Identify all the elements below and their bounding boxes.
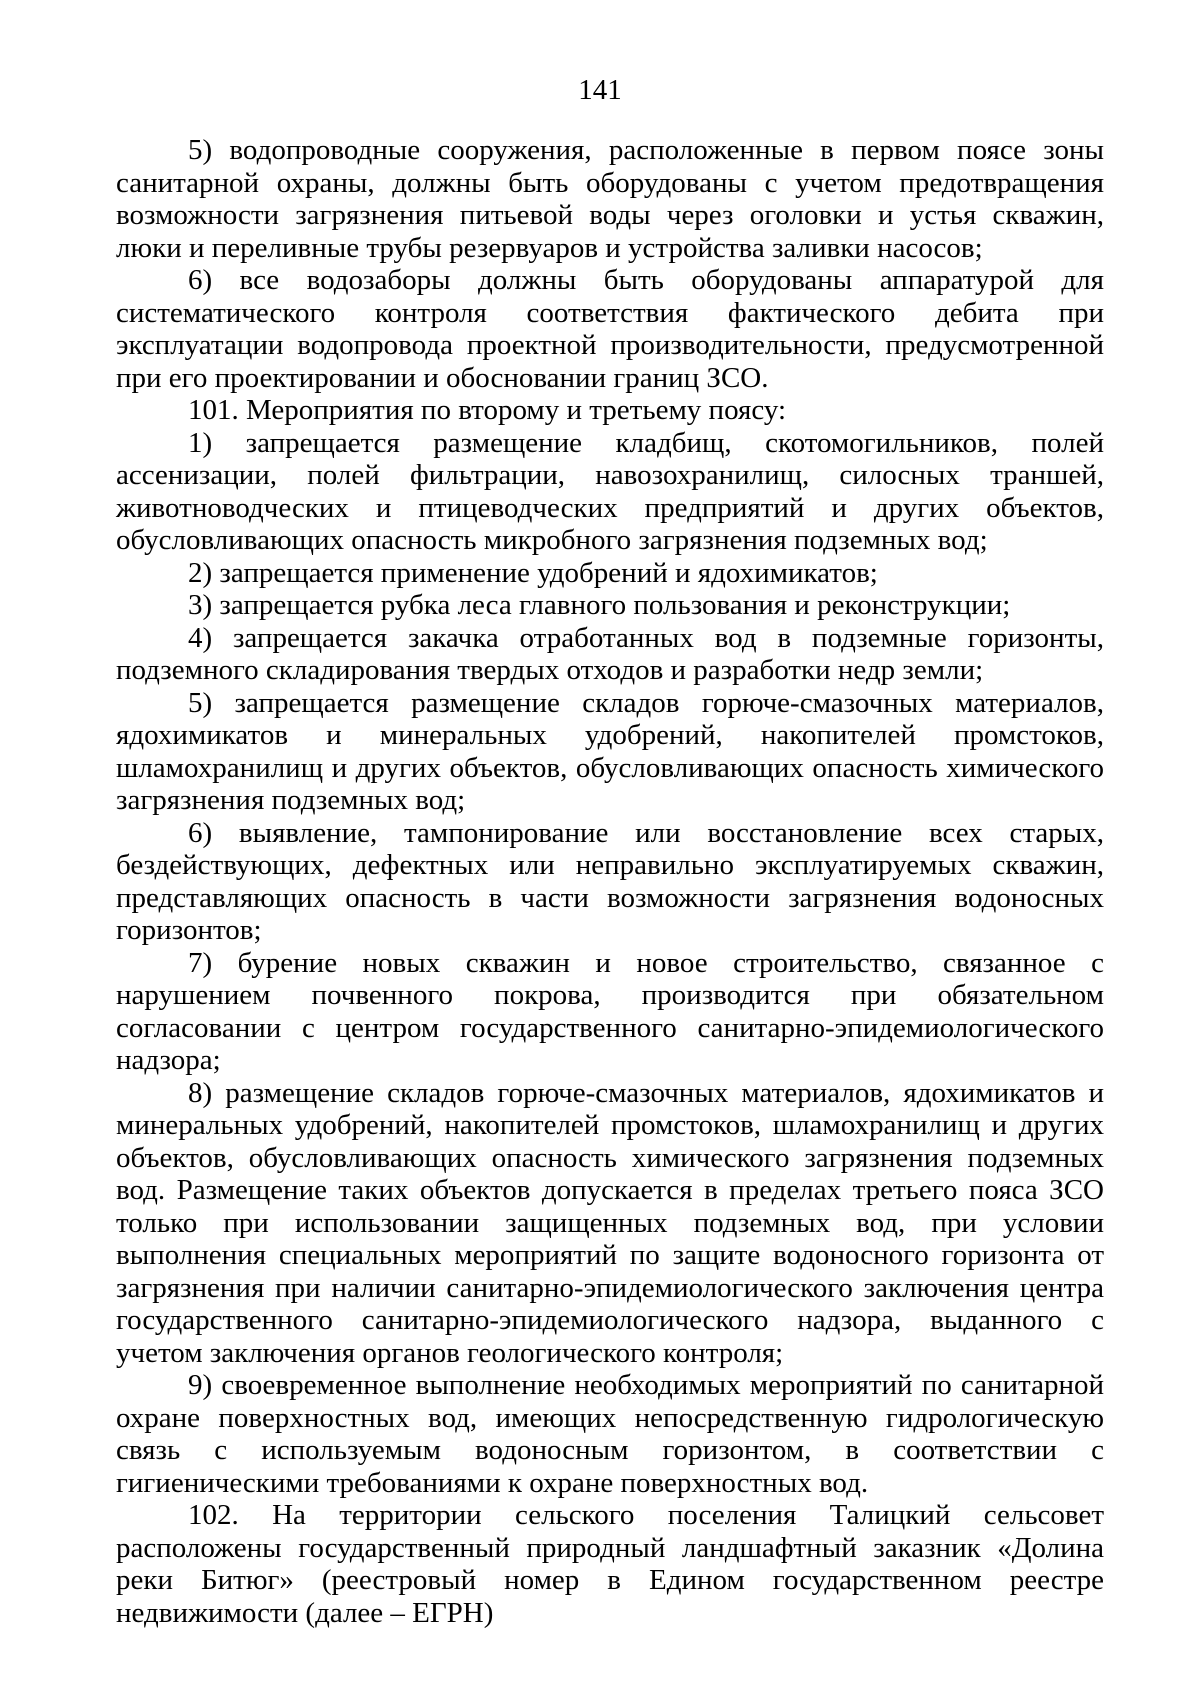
list-item-5: 5) запрещается размещение складов горюче-смазочных материалов, ядохимикатов и минеральных удобрений, накопителей промстоков, шламохранилищ и других объектов, обусловливающих опасность химического загрязнения подземных вод; — [116, 686, 1104, 816]
list-item-2: 2) запрещается применение удобрений и ядохимикатов; — [188, 556, 878, 589]
list-item-4: 4) запрещается закачка отработанных вод в подземные горизонты, подземного складирования твердых отходов и разработки недр земли; — [116, 621, 1104, 686]
list-item-7: 7) бурение новых скважин и новое строительство, связанное с нарушением почвенного покрова, производится при обязательном согласовании с центром государственного санитарно-эпидемиологического надзора; — [116, 946, 1104, 1076]
document-body — [116, 134, 1104, 1629]
list-item-1: 1) запрещается размещение кладбищ, скотомогильников, полей ассенизации, полей фильтрации, навозохранилищ, силосных траншей, животноводческих и птицеводческих предприятий и других объектов, обусловливающих опасность микробного загрязнения подземных вод; — [116, 426, 1104, 556]
section-heading-101: 101. Мероприятия по второму и третьему поясу: — [188, 394, 787, 426]
page-number: 141 — [578, 74, 622, 106]
paragraph-item-5-water-supply: 5) водопроводные сооружения, расположенные в первом поясе зоны санитарной охраны, должны быть оборудованы с учетом предотвращения возможности загрязнения питьевой воды через оголовки и устья скважин, люки и переливные трубы резервуаров и устройства заливки насосов; — [116, 134, 1104, 264]
list-item-8: 8) размещение складов горюче-смазочных материалов, ядохимикатов и минеральных удобрений, накопителей промстоков, шламохранилищ и других объектов, обусловливающих опасность химического загрязнения подземных вод. Размещение таких объектов допускается в пределах третьего пояса ЗСО только при использовании защищенных подземных вод, при условии выполнения специальных мероприятий по защите водоносного горизонта от загрязнения при наличии санитарно-эпидемиологического заключения центра государственного санитарно-эпидемиологического надзора, выданного с учетом заключения органов геологического контроля; — [116, 1076, 1104, 1369]
list-item-3: 3) запрещается рубка леса главного пользования и реконструкции; — [188, 589, 1011, 621]
section-paragraph-102: 102. На территории сельского поселения Талицкий сельсовет расположены государственный природный ландшафтный заказник «Долина реки Битюг» (реестровый номер в Едином государственном реестре недвижимости (далее – ЕГРН) — [116, 1499, 1104, 1629]
list-item-9: 9) своевременное выполнение необходимых мероприятий по санитарной охране поверхностных вод, имеющих непосредственную гидрологическую связь с используемым водоносным горизонтом, в соответствии с гигиеническими требованиями к охране поверхностных вод. — [116, 1369, 1104, 1499]
list-item-6: 6) выявление, тампонирование или восстановление всех старых, бездействующих, дефектных или неправильно эксплуатируемых скважин, представляющих опасность в части возможности загрязнения водоносных горизонтов; — [116, 816, 1104, 946]
paragraph-item-6-water-intakes: 6) все водозаборы должны быть оборудованы аппаратурой для систематического контроля соответствия фактического дебита при эксплуатации водопровода проектной производительности, предусмотренной при его проектировании и обосновании границ ЗСО. — [116, 264, 1104, 394]
